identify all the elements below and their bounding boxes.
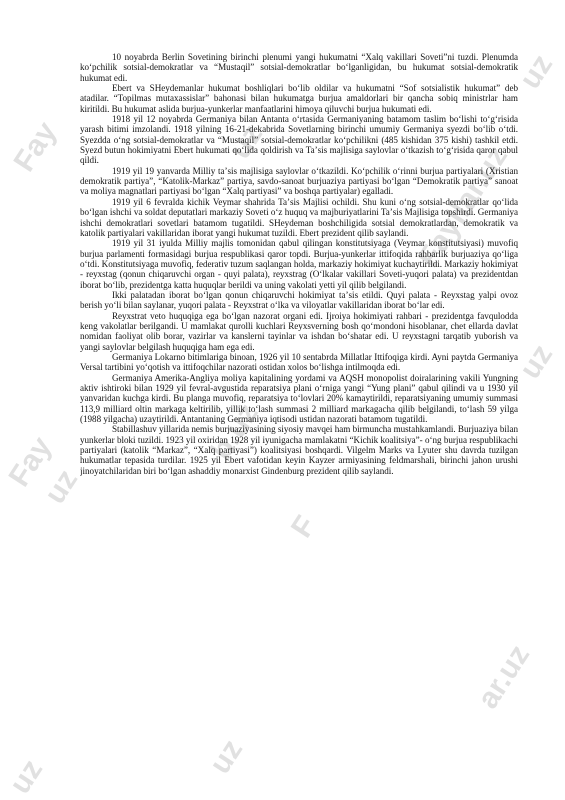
watermark-text: F (284, 510, 323, 544)
watermark-text: ar.uz (471, 639, 537, 715)
paragraph: Ebert va SHeydemanlar hukumat boshliqlari boʻlib oldilar va hukumatni “Sof sotsialistik hukumat” deb atadilar. “Topilmas mutaxassislar” bahonasi bilan hukumatga burjua amaldorlari bir qancha sobiq ministrlar ham kiritildi. Bu hukumat aslida burjua-yunkerlar manfaatlarini himoya qiluvchi burjua hukumati edi. (80, 83, 518, 114)
watermark-text: uz (38, 463, 85, 510)
watermark-text: uz (223, 118, 270, 165)
watermark-text: Fayllar.uz (411, 140, 515, 274)
paragraph: 1919 yil 6 fevralda kichik Veymar shahrida Taʼsis Majlisi ochildi. Shu kuni oʻng sotsial-demokratlar qoʻlida boʻlgan ishchi va soldat deputatlari markaziy Soveti oʻz huquq va majburiyatlarini Taʼsis Majlisiga topshirdi. Germaniya ishchi demokratlari sovetlari batamom tugatildi. SHeydeman boshchiligida sotsial demokratlardan, demokratik va katolik partiyalari vakillaridan iborat yangi hukumat tuzildi. Ebert prezident qilib saylandi. (80, 196, 518, 238)
paragraph: Ikki palatadan iborat boʻlgan qonun chiqaruvchi hokimiyat taʼsis etildi. Quyi palata - Reyxstag yalpi ovoz berish yoʻli bilan saylanar, yuqori palata - Reyxstrat oʻlka va viloyatlar vakillaridan iborat boʻlar edi. (80, 289, 518, 311)
document-page (80, 52, 518, 782)
watermark-text: uz (513, 338, 560, 385)
paragraph: 1919 yil 19 yanvarda Milliy taʼsis majlisiga saylovlar oʻtkazildi. Koʻpchilik oʻrinni burjua partiyalari (Xristian demokratik partiya”, “Katolik-Markaz” partiya, savdo-sanoat burjuaziya partiyasi boʻlgan “Demokratik partiya” sanoat va moliya magnatlari partiyasi boʻlgan “Xalq partiyasi” va boshqa partiyalar) egalladi. (80, 165, 518, 197)
watermark-text: uz (3, 753, 50, 800)
paragraph: 10 noyabrda Berlin Sovetining birinchi plenumi yangi hukumatni “Xalq vakillari Soveti”ni tuzdi. Plenumda koʻpchilik sotsial-demokratlar va “Mustaqil” sotsial-demokratlar boʻlganligidan, bu hukumat sotsial-demokratik hukumat edi. (80, 52, 518, 83)
paragraph: Reyxstrat veto huquqiga ega boʻlgan nazorat organi edi. Ijroiya hokimiyati rahbari - prezidentga favqulodda keng vakolatlar berilgandi. U mamlakat qurolli kuchlari Reyxsverning bosh qoʻmondoni hisoblanar, chet ellarda davlat nomidan faoliyat olib borar, vazirlar va kanslerni tayinlar va ishdan boʻshatar edi. U reyxstagni tarqatib yuborish va yangi saylovlar belgilash huquqiga ham ega edi. (80, 310, 518, 352)
watermark-text: uz (203, 733, 250, 780)
paragraph: 1918 yil 12 noyabrda Germaniya bilan Antanta oʻrtasida Germaniyaning batamom taslim boʻlishi toʻgʻrisida yarash bitimi imzolandi. 1918 yilning 16-21-dekabrida Sovetlarning birinchi umumiy Germaniya syezdi boʻlib oʻtdi. Syezdda oʻng sotsial-demokratlar va “Mustaqil” sotsial-demokratlar koʻpchilikni (485 kishidan 375 kishi) tashkil etdi. Syezd butun hokimiyatni Ebert hukumati qoʻlida qoldirish va Taʼsis majlisiga saylovlar oʻtkazish toʻgʻrisida qaror qabul qildi. (80, 114, 518, 166)
paragraph: Stabillashuv yillarida nemis burjuaziyasining siyosiy mavqei ham birmuncha mustahkamlandi. Burjuaziya bilan yunkerlar bloki tuzildi. 1923 yil oxiridan 1928 yil iyunigacha mamlakatni “Kichik koalitsiya”- oʻng burjua respublikachi partiyalari (katolik “Markaz”, “Xalq partiyasi”) koalitsiyasi boshqardi. Vilgelm Marks va Lyuter shu davrda tuzilgan hukumatlar tepasida turdilar. 1925 yil Ebert vafotidan keyin Kayzer armiyasining feldmarshali, birinchi jahon urushi jinoyatchilaridan biri boʻlgan ashaddiy monarxist Gindenburg prezident qilib saylandi. (80, 424, 518, 476)
watermark-text: Fay (7, 116, 64, 178)
watermark-text: Fay (2, 431, 59, 493)
paragraph: Germaniya Lokarno bitimlariga binoan, 1926 yil 10 sentabrda Millatlar Ittifoqiga kirdi. Ayni paytda Germaniya Versal tartibini yoʻqotish va ittifoqchilar nazorati ostidan xolos boʻlishga intilmoqda edi. (80, 351, 518, 373)
watermark-text: uz (513, 48, 560, 95)
paragraph: Germaniya Amerika-Angliya moliya kapitalining yordami va AQSH monopolist doiralarining vakili Yungning aktiv ishtiroki bilan 1929 yil fevral-avgustida reparatsiya plani oʻrniga yangi “Yung plani” qabul qilindi va u 1930 yil yanvaridan kuchga kirdi. Bu planga muvofiq, reparatsiya toʻlovlari 20% kamaytirildi, reparatsiyaning umumiy summasi 113,9 milliard oltin markaga keltirilib, yillik toʻlash summasi 2 milliard markagacha qilib belgilandi, toʻlash 59 yilga (1988 yilgacha) uzaytirildi. Antantaning Germaniya iqtisodi ustidan nazorati batamom tugatildi. (80, 372, 518, 425)
paragraph: 1919 yil 31 iyulda Milliy majlis tomonidan qabul qilingan konstitutsiyaga (Veymar konstitutsiyasi) muvofiq burjua parlamenti formasidagi burjua respublikasi qaror topdi. Burjua-yunkerlar ittifoqida rahbarlik burjuaziya qoʻliga oʻtdi. Konstitutsiyaga muvofiq, federativ tuzum saqlangan holda, markaziy hokimiyat kuchaytirildi. Markaziy hokimiyat - reyxstag (qonun chiqaruvchi organ - quyi palata), reyxstrag (Oʻlkalar vakillari Soveti-yuqori palata) va prezidentdan iborat boʻlib, prezidentga katta huquqlar berildi va uning vakolati yetti yil qilib belgilandi. (80, 238, 518, 290)
watermark-text: b.uz (204, 397, 265, 466)
